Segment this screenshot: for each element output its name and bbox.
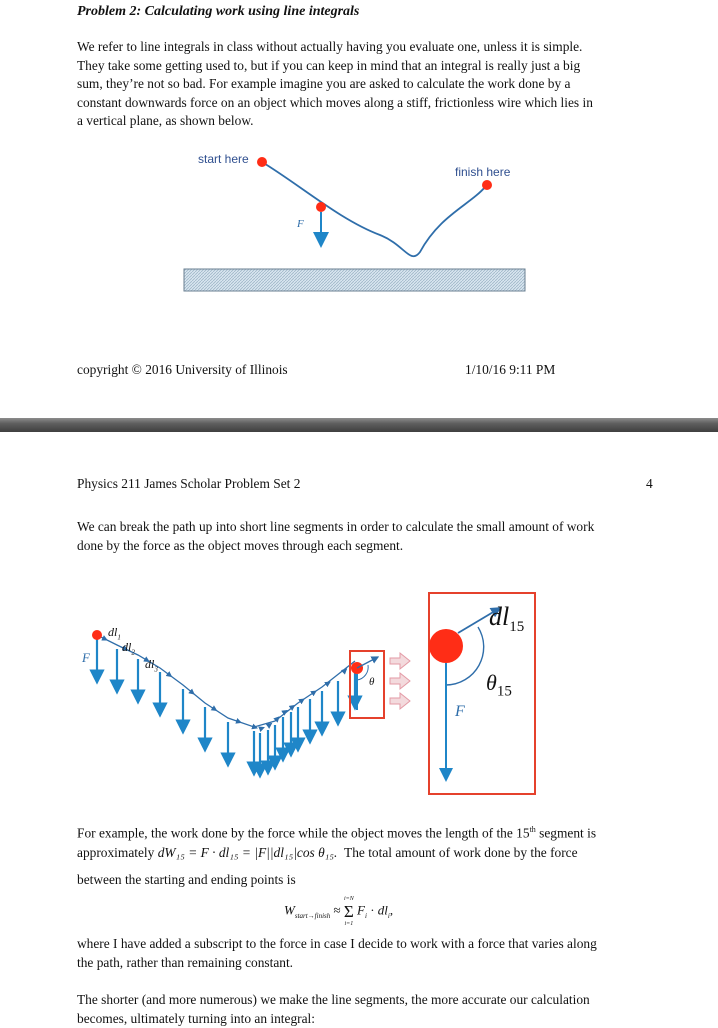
page-divider	[0, 418, 718, 432]
paragraph-line: constant downwards force on an object which moves along a stiff, frictionless wire which lies in	[77, 94, 593, 113]
intro-paragraph	[77, 38, 593, 131]
paragraph-line: sum, they’re not so bad. For example imagine you are asked to calculate the work done by a	[77, 75, 593, 94]
copyright-text: copyright © 2016 University of Illinois	[77, 361, 288, 380]
paragraph-line: The shorter (and more numerous) we make the line segments, the more accurate our calculation	[77, 991, 590, 1010]
zoom-dot	[429, 629, 463, 663]
ground-block	[184, 269, 525, 291]
dl3-label: $dl_3$	[145, 657, 158, 673]
segment-intro	[77, 518, 594, 555]
sum-equation: $W_{start\to finish}$ ≈ i=N Σ i=1 $F_i \cdot dl_i$,	[284, 895, 393, 928]
dl1-label: $dl_1$	[108, 625, 121, 641]
example-line-1: For example, the work done by the force while the object moves the length of the 15th segment is	[77, 821, 596, 843]
work-equation: dW₁₅ = F · dl₁₅ = |F||dl₁₅|cos θ₁₅.	[158, 845, 338, 860]
wire-figure	[0, 140, 718, 300]
paragraph-line: They take some getting used to, but if you can keep in mind that an integral is really just a big	[77, 57, 593, 76]
force-label: F	[297, 218, 304, 230]
subscript-note	[77, 935, 597, 972]
timestamp-text: 1/10/16 9:11 PM	[465, 361, 555, 380]
paragraph-line: where I have added a subscript to the force in case I decide to work with a force that varies along	[77, 935, 597, 954]
start-dot	[257, 157, 267, 167]
force-arrows	[97, 638, 355, 771]
problem-title: Problem 2: Calculating work using line integrals	[77, 4, 359, 20]
dl2-label: $dl_2$	[122, 640, 135, 656]
final-paragraph	[77, 991, 590, 1028]
paragraph-line: a vertical plane, as shown below.	[77, 112, 593, 131]
segment-direction-arrow	[262, 728, 264, 729]
example-line-2: approximately dW₁₅ = F · dl₁₅ = |F||dl₁₅|cos θ₁₅. The total amount of work done by the force	[77, 844, 578, 863]
zoom-theta-label: $\theta_{15}$	[486, 670, 512, 700]
segment-arrow	[357, 657, 378, 668]
finish-dot	[482, 180, 492, 190]
zoom-force-label: F	[455, 703, 465, 721]
segments-figure	[0, 585, 718, 810]
segmented-path	[97, 635, 355, 727]
running-header: Physics 211 James Scholar Problem Set 2	[77, 475, 300, 494]
zoom-arrows	[390, 653, 410, 709]
wire-path	[262, 162, 486, 256]
paragraph-line: becomes, ultimately turning into an integral:	[77, 1010, 590, 1028]
force-label: F	[82, 650, 90, 666]
start-label: start here	[198, 152, 249, 166]
zoom-dl-label: $dl_{15}$	[489, 602, 524, 636]
start-dot	[92, 630, 102, 640]
theta-small-label: θ	[369, 676, 374, 688]
finish-label: finish here	[455, 165, 510, 179]
page-number: 4	[646, 475, 653, 494]
paragraph-line: the path, rather than remaining constant.	[77, 954, 597, 973]
paragraph-line: We refer to line integrals in class without actually having you evaluate one, unless it is simple.	[77, 38, 593, 57]
paragraph-line: done by the force as the object moves through each segment.	[77, 537, 594, 556]
example-line-3: between the starting and ending points is	[77, 871, 296, 890]
paragraph-line: We can break the path up into short line segments in order to calculate the small amount of work	[77, 518, 594, 537]
object-dot	[316, 202, 326, 212]
segment-direction-arrow	[270, 724, 271, 725]
